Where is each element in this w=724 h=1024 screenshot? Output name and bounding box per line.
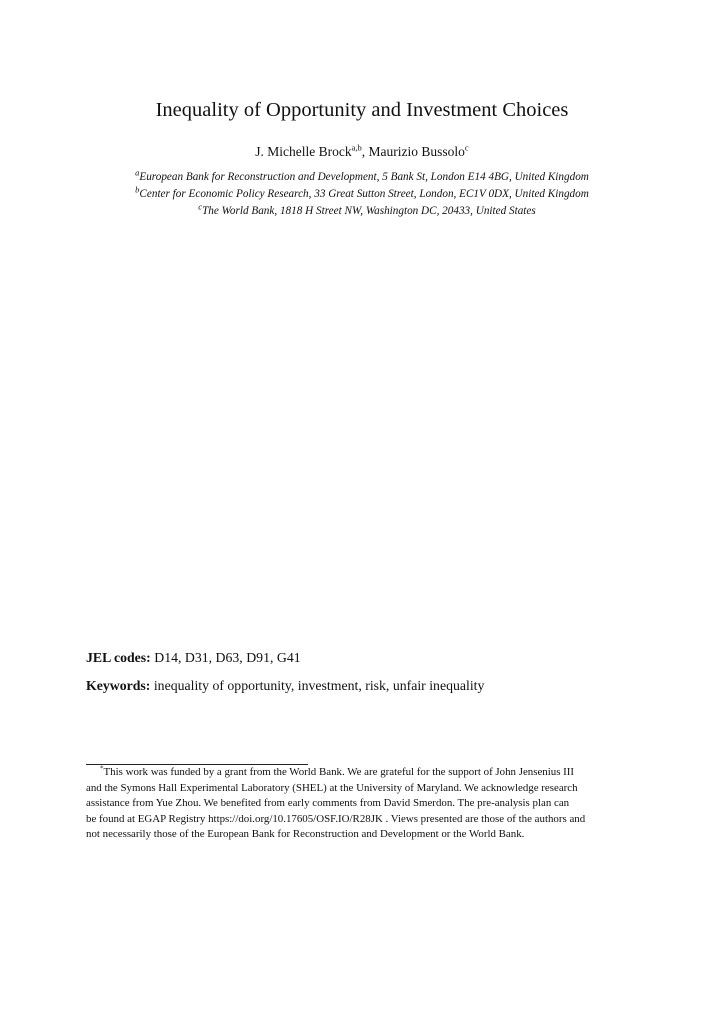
jel-label: JEL codes: [86,650,151,665]
jel-value: D14, D31, D63, D91, G41 [150,650,301,665]
jel-codes [86,649,646,667]
affiliation-mark: b [135,184,140,195]
author-affiliation-mark: a,b [351,142,362,153]
author-separator: , [361,144,369,159]
keywords-label: Keywords: [86,678,151,693]
affiliation-mark: c [198,201,203,212]
affiliations [0,169,724,220]
affiliation-mark: a [135,167,140,178]
affiliation-text: Center for Economic Policy Research, 33 Great Sutton Street, London, EC1V 0DX, United Kingdom [139,188,589,200]
affiliation-text: The World Bank, 1818 H Street NW, Washington DC, 20433, United States [202,205,536,217]
author-name: Maurizio Bussolo [368,144,465,159]
author-line [0,143,724,161]
footnote [86,765,642,843]
keywords [86,677,646,695]
affiliation-text: European Bank for Reconstruction and Development, 5 Bank St, London E14 4BG, United Kingdom [139,171,589,183]
affiliation-b [0,186,724,203]
paper-title: Inequality of Opportunity and Investment Choices [155,99,569,121]
affiliation-c [0,203,724,220]
author-name: J. Michelle Brock [255,144,352,159]
footnote-line: and the Symons Hall Experimental Laboratory (SHEL) at the University of Maryland. We acknowledge research [86,781,578,794]
affiliation-a [0,169,724,186]
footnote-mark: * [100,764,104,773]
footnote-line: be found at EGAP Registry https://doi.org/10.17605/OSF.IO/R28JK . Views presented are those of the authors and [86,812,586,825]
author-affiliation-mark: c [464,142,469,153]
footnote-line: assistance from Yue Zhou. We benefited from early comments from David Smerdon. The pre-analysis plan can [86,797,570,810]
footnote-line: not necessarily those of the European Bank for Reconstruction and Development or the World Bank. [86,828,525,841]
keywords-value: inequality of opportunity, investment, risk, unfair inequality [150,678,485,693]
footnote-line: *This work was funded by a grant from the World Bank. We are grateful for the support of John Jensenius III [100,764,575,778]
